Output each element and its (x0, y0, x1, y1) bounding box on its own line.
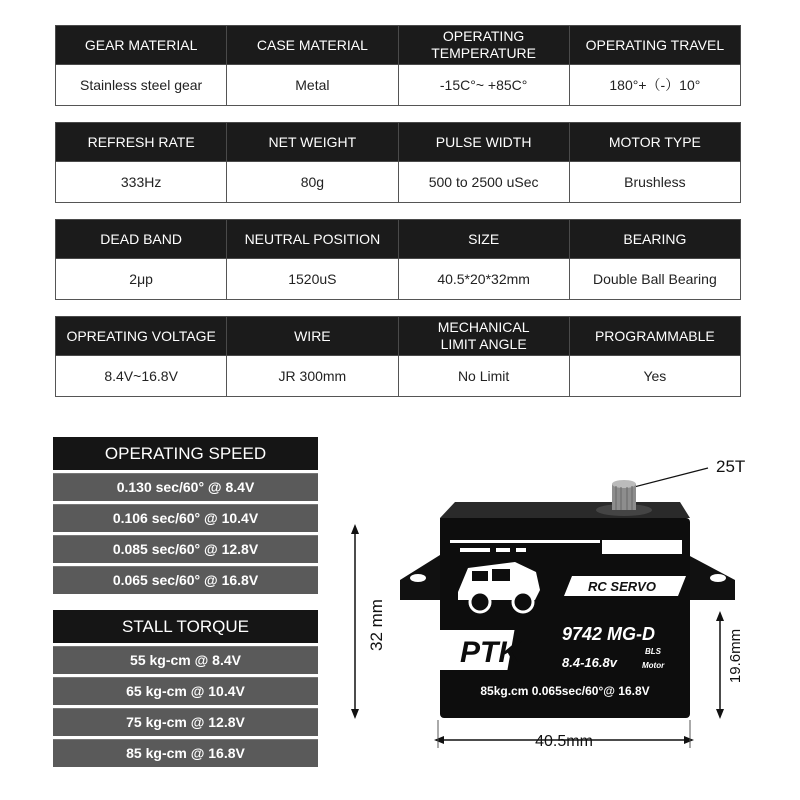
stall-torque-row: 65 kg-cm @ 10.4V (53, 677, 318, 705)
header-net-weight: NET WEIGHT (227, 123, 398, 162)
value-programmable: Yes (569, 356, 740, 397)
value-operating-temperature: -15C°~ +85C° (398, 65, 569, 106)
value-dead-band: 2μp (56, 259, 227, 300)
header-pulse-width: PULSE WIDTH (398, 123, 569, 162)
width-label: 40.5mm (535, 733, 593, 750)
value-net-weight: 80g (227, 162, 398, 203)
header-programmable: PROGRAMMABLE (569, 317, 740, 356)
brand-logo: PTK (460, 636, 520, 669)
header-operating-temperature-text: OPERATING TEMPERATURE (431, 28, 536, 61)
header-motor-type: MOTOR TYPE (569, 123, 740, 162)
spec-line-text: 85kg.cm 0.065sec/60°@ 16.8V (480, 684, 650, 698)
value-neutral-position: 1520uS (227, 259, 398, 300)
header-bearing: BEARING (569, 220, 740, 259)
header-size: SIZE (398, 220, 569, 259)
motor-tag-2: Motor (642, 661, 665, 670)
spline-label: 25T (716, 457, 746, 476)
header-operating-temperature (398, 26, 569, 65)
header-wire: WIRE (227, 317, 398, 356)
height-label: 32 mm (367, 599, 386, 651)
height-dimension (351, 524, 386, 719)
value-mechanical-limit-angle: No Limit (398, 356, 569, 397)
value-gear-material: Stainless steel gear (56, 65, 227, 106)
spec-table-4 (55, 316, 741, 397)
subtitle-text: RC SERVO (588, 579, 656, 594)
header-mechanical-limit-angle (398, 317, 569, 356)
value-operating-voltage: 8.4V~16.8V (56, 356, 227, 397)
operating-speed-row: 0.065 sec/60° @ 16.8V (53, 566, 318, 594)
voltage-text: 8.4-16.8v (562, 655, 617, 670)
spec-table-2 (55, 122, 741, 203)
header-case-material: CASE MATERIAL (227, 26, 398, 65)
value-motor-type: Brushless (569, 162, 740, 203)
operating-speed-row: 0.106 sec/60° @ 10.4V (53, 504, 318, 532)
stall-torque-list (53, 610, 318, 770)
header-neutral-position: NEUTRAL POSITION (227, 220, 398, 259)
value-size: 40.5*20*32mm (398, 259, 569, 300)
stall-torque-row: 55 kg-cm @ 8.4V (53, 646, 318, 674)
model-text: 9742 MG-D (562, 624, 656, 644)
value-pulse-width: 500 to 2500 uSec (398, 162, 569, 203)
spec-table-1 (55, 25, 741, 106)
header-refresh-rate: REFRESH RATE (56, 123, 227, 162)
spec-table-3 (55, 219, 741, 300)
operating-speed-title: OPERATING SPEED (53, 437, 318, 470)
value-operating-travel: 180°+（-）10° (569, 65, 740, 106)
servo-illustration (340, 440, 790, 770)
header-operating-travel: OPERATING TRAVEL (569, 26, 740, 65)
value-refresh-rate: 333Hz (56, 162, 227, 203)
stall-torque-row: 85 kg-cm @ 16.8V (53, 739, 318, 767)
value-case-material: Metal (227, 65, 398, 106)
operating-speed-list (53, 437, 318, 597)
motor-tag-1: BLS (645, 647, 661, 656)
mount-height-label: 19.6mm (727, 628, 744, 684)
width-dimension (434, 720, 694, 750)
operating-speed-row: 0.085 sec/60° @ 12.8V (53, 535, 318, 563)
value-bearing: Double Ball Bearing (569, 259, 740, 300)
value-wire: JR 300mm (227, 356, 398, 397)
header-mechanical-limit-angle-text: MECHANICAL LIMIT ANGLE (437, 319, 530, 352)
operating-speed-row: 0.130 sec/60° @ 8.4V (53, 473, 318, 501)
header-gear-material: GEAR MATERIAL (56, 26, 227, 65)
stall-torque-title: STALL TORQUE (53, 610, 318, 643)
stall-torque-row: 75 kg-cm @ 12.8V (53, 708, 318, 736)
header-dead-band: DEAD BAND (56, 220, 227, 259)
header-operating-voltage: OPREATING VOLTAGE (56, 317, 227, 356)
mount-height-dimension (716, 611, 744, 719)
